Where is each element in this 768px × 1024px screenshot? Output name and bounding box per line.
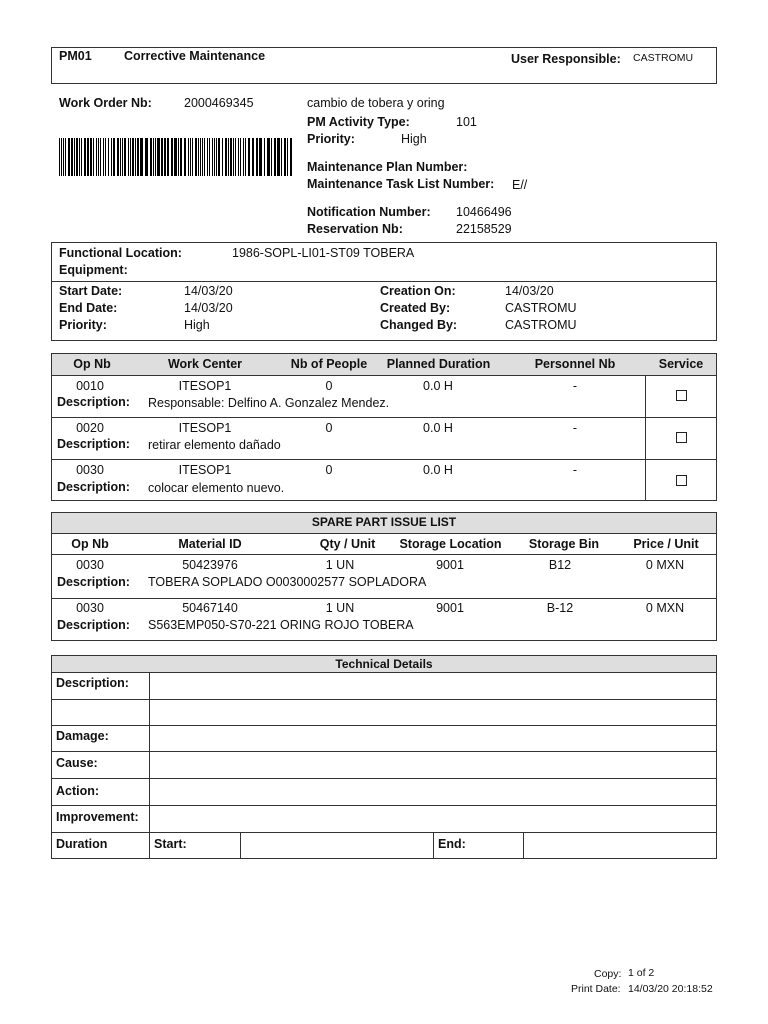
creation-on-label: Creation On: [380,284,456,298]
ops-header-op-nb: Op Nb [73,357,111,371]
tech-end-label: End: [438,837,466,851]
user-responsible-label: User Responsible: [511,52,621,66]
work-order-value: 2000469345 [184,96,254,110]
op-row-people: 0 [325,421,333,435]
spare-row-description: S563EMP050-S70-221 ORING ROJO TOBERA [148,618,414,632]
form-code: PM01 [59,49,92,63]
work-order-barcode [59,138,294,176]
work-order-description: cambio de tobera y oring [307,96,445,110]
notification-value: 10466496 [456,205,512,219]
service-checkbox[interactable] [676,432,687,443]
ops-header-personnel-nb: Personnel Nb [534,357,616,371]
changed-by-value: CASTROMU [505,318,577,332]
equipment-label: Equipment: [59,263,128,277]
tech-start-field[interactable] [241,833,432,858]
tech-damage-label: Damage: [56,729,109,743]
spare-row-op: 0030 [76,601,104,615]
spares-header-price-unit: Price / Unit [633,537,699,551]
spare-row-material: 50467140 [182,601,238,615]
print-date-value: 14/03/20 20:18:52 [628,983,713,995]
work-order-label: Work Order Nb: [59,96,152,110]
tech-description-field[interactable] [150,673,716,698]
spares-header-storage-location: Storage Location [399,537,502,551]
priority-label: Priority: [307,132,355,146]
notification-label: Notification Number: [307,205,431,219]
tech-cause-field[interactable] [150,752,716,777]
spare-row-op: 0030 [76,558,104,572]
tech-end-field[interactable] [524,833,716,858]
op-row-description: colocar elemento nuevo. [148,481,285,495]
spare-row-qty: 1 UN [325,601,355,615]
op-row-desc-label: Description: [57,395,130,409]
op-row-personnel: - [572,379,578,393]
spare-parts-title: SPARE PART ISSUE LIST [311,515,457,529]
tech-action-field[interactable] [150,779,716,804]
service-checkbox[interactable] [676,475,687,486]
ops-header-nb-people: Nb of People [290,357,368,371]
tech-improvement-field[interactable] [150,806,716,831]
priority-value: High [401,132,427,146]
changed-by-label: Changed By: [380,318,458,332]
tech-action-label: Action: [56,784,100,798]
created-by-value: CASTROMU [505,301,577,315]
created-by-label: Created By: [380,301,451,315]
op-row-duration: 0.0 H [423,421,453,435]
creation-on-value: 14/03/20 [505,284,554,298]
spare-row-desc-label: Description: [57,618,130,632]
functional-location-label: Functional Location: [59,246,182,260]
tech-extra-field[interactable] [150,700,716,724]
reservation-label: Reservation Nb: [307,222,403,236]
ops-header-service: Service [658,357,704,371]
op-row-people: 0 [325,379,333,393]
spare-row-bin: B-12 [546,601,574,615]
location-priority-label: Priority: [59,318,107,332]
start-date-value: 14/03/20 [184,284,233,298]
spare-row-location: 9001 [436,558,464,572]
tech-cause-label: Cause: [56,756,98,770]
user-responsible-value: CASTROMU [633,52,694,64]
ops-header-work-center: Work Center [167,357,243,371]
op-row-duration: 0.0 H [423,379,453,393]
op-row-personnel: - [572,463,578,477]
spare-row-location: 9001 [436,601,464,615]
op-row-people: 0 [325,463,333,477]
pm-activity-type-label: PM Activity Type: [307,115,410,129]
spares-header-qty-unit: Qty / Unit [319,537,376,551]
op-row-op: 0020 [76,421,104,435]
tech-description-label: Description: [56,676,129,690]
copy-value: 1 of 2 [628,967,655,979]
spare-row-desc-label: Description: [57,575,130,589]
spare-row-price: 0 MXN [645,558,685,572]
reservation-value: 22158529 [456,222,512,236]
maintenance-plan-label: Maintenance Plan Number: [307,160,468,174]
location-priority-value: High [184,318,210,332]
service-checkbox[interactable] [676,390,687,401]
start-date-label: Start Date: [59,284,123,298]
spare-row-qty: 1 UN [325,558,355,572]
tech-improvement-label: Improvement: [56,810,139,824]
spares-header-op-nb: Op Nb [71,537,109,551]
op-row-personnel: - [572,421,578,435]
op-row-desc-label: Description: [57,480,130,494]
op-row-work-center: ITESOP1 [178,379,232,393]
print-date-label: Print Date: [571,983,621,995]
op-row-work-center: ITESOP1 [178,463,232,477]
end-date-label: End Date: [59,301,118,315]
tech-damage-field[interactable] [150,726,716,750]
spare-row-bin: B12 [548,558,572,572]
task-list-label: Maintenance Task List Number: [307,177,495,191]
end-date-value: 14/03/20 [184,301,233,315]
copy-label: Copy: [594,968,622,980]
op-row-description: Responsable: Delfino A. Gonzalez Mendez. [148,396,390,410]
spare-row-description: TOBERA SOPLADO O0030002577 SOPLADORA [148,575,427,589]
op-row-description: retirar elemento dañado [148,438,281,452]
technical-details-title: Technical Details [335,657,433,671]
functional-location-value: 1986-SOPL-LI01-ST09 TOBERA [232,246,415,260]
task-list-value: E// [512,178,528,192]
spare-row-material: 50423976 [182,558,238,572]
pm-activity-type-value: 101 [456,115,477,129]
op-row-duration: 0.0 H [423,463,453,477]
op-row-desc-label: Description: [57,437,130,451]
op-row-op: 0030 [76,463,104,477]
ops-header-planned-duration: Planned Duration [386,357,491,371]
spares-header-storage-bin: Storage Bin [528,537,600,551]
spare-row-price: 0 MXN [645,601,685,615]
tech-start-label: Start: [154,837,187,851]
op-row-op: 0010 [76,379,104,393]
spares-header-material-id: Material ID [178,537,242,551]
op-row-work-center: ITESOP1 [178,421,232,435]
tech-duration-label: Duration [56,837,108,851]
form-title: Corrective Maintenance [124,49,266,63]
